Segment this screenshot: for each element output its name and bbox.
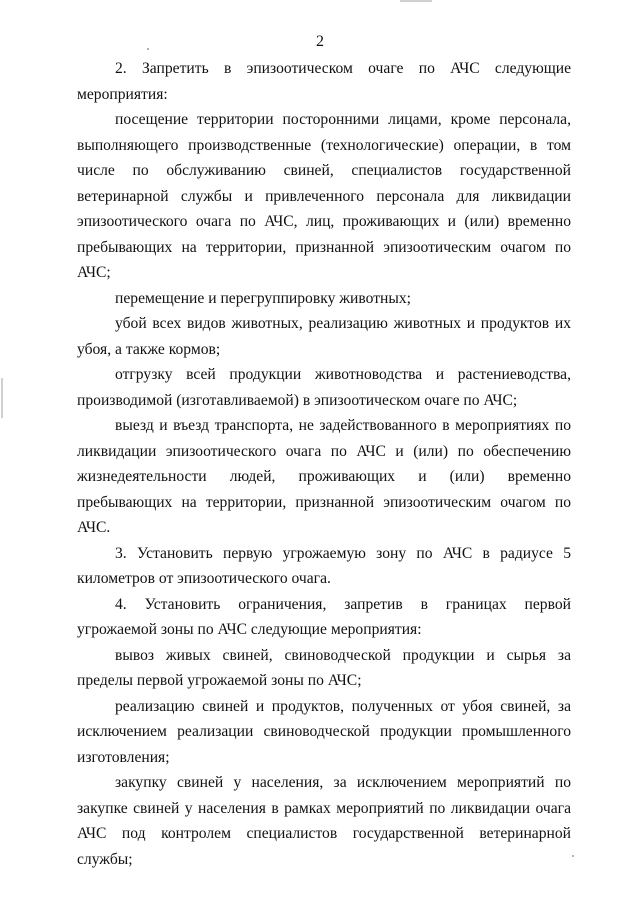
paragraph-animal-movement: перемещение и перегруппировку животных; — [115, 289, 411, 307]
page-number: 2 — [316, 33, 324, 50]
paragraph-purchase-ban: закупку свиней у населения, за исключением мероприятий по закупке свиней у населения в рамках мероприятий по ликвидации очага АЧС под контролем специалистов государственной ветеринарной службы; — [77, 774, 571, 868]
paragraph-item-3: 3. Установить первую угрожаемую зону по АЧС в радиусе 5 километров от эпизоотического очага. — [77, 544, 571, 587]
paragraph-item-2: 2. Запретить в эпизоотическом очаге по АЧС следующие мероприятия: — [77, 60, 571, 103]
paragraph-item-4: 4. Установить ограничения, запретив в границах первой угрожаемой зоны по АЧС следующие мероприятия: — [77, 595, 571, 638]
paragraph-visits-ban: посещение территории посторонними лицами, кроме персонала, выполняющего производственные (технологические) операции, в том числе по обслуживанию свиней, специалистов государственной ветеринарной службы и привлеченного персонала для ликвидации эпизоотического очага по АЧС, лиц, проживающих и (или) временно пребывающих на территории, признанной эпизоотическим очагом по АЧС; — [77, 111, 571, 281]
paragraph-export-ban: вывоз живых свиней, свиноводческой продукции и сырья за пределы первой угрожаемой зоны по АЧС; — [77, 646, 571, 689]
scan-speck — [572, 855, 574, 857]
document-body — [77, 56, 571, 872]
paragraph-slaughter-ban: убой всех видов животных, реализацию животных и продуктов их убоя, а также кормов; — [77, 315, 571, 358]
paragraph-sale-ban: реализацию свиней и продуктов, полученных от убоя свиней, за исключением реализации свиноводческой продукции промышленного изготовления; — [77, 697, 571, 766]
paragraph-shipment-ban: отгрузку всей продукции животноводства и растениеводства, производимой (изготавливаемой) в эпизоотическом очаге по АЧС; — [77, 366, 571, 409]
scan-edge-mark — [1, 378, 3, 418]
scan-edge-mark — [400, 0, 432, 2]
paragraph-transport-ban: выезд и въезд транспорта, не задействованного в мероприятиях по ликвидации эпизоотического очага по АЧС и (или) по обеспечению жизнедеятельности людей, проживающих и (или) временно пребывающих на территории, признанной эпизоотическим очагом по АЧС. — [77, 417, 571, 536]
